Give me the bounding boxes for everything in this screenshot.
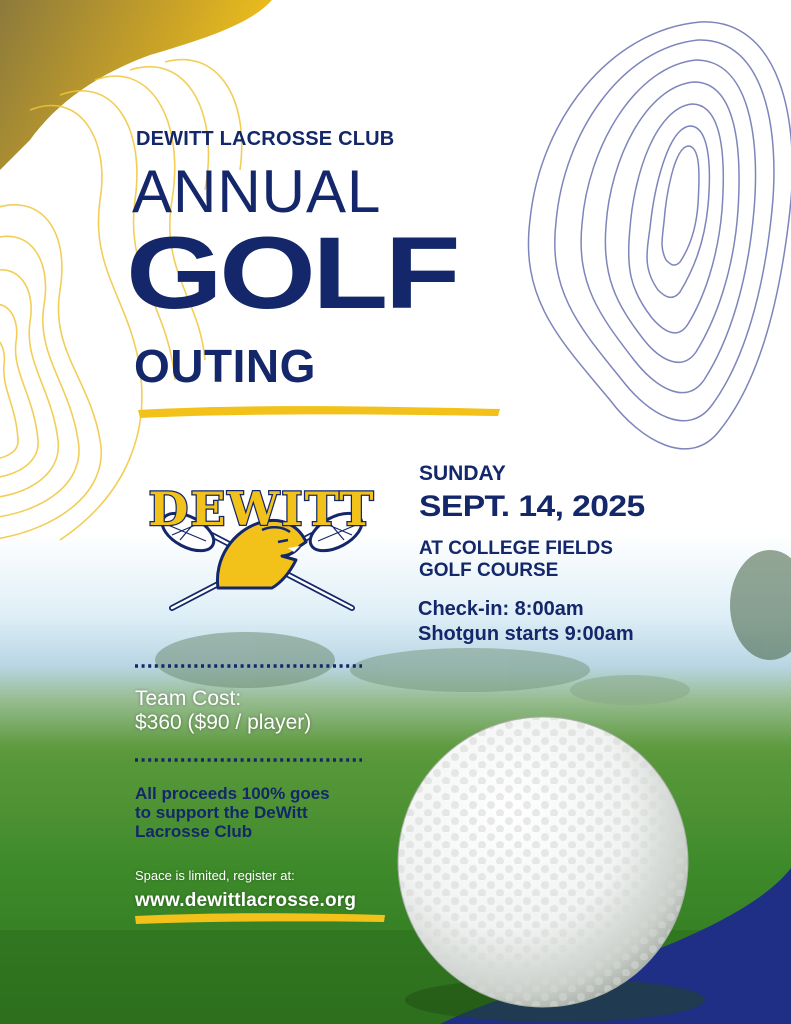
proceeds-line-2: to support the DeWitt — [135, 803, 308, 822]
shotgun-start-time: Shotgun starts 9:00am — [418, 623, 634, 645]
proceeds-line-3: Lacrosse Club — [135, 822, 253, 841]
title-annual: ANNUAL — [132, 158, 382, 225]
club-name: DEWITT LACROSSE CLUB — [136, 128, 395, 150]
title-golf: GOLF — [126, 216, 457, 330]
checkin-time: Check-in: 8:00am — [418, 598, 584, 620]
proceeds-line-1: All proceeds 100% goes — [135, 784, 330, 803]
venue-line-1: AT COLLEGE FIELDS — [419, 538, 613, 559]
team-cost-label: Team Cost: — [135, 687, 242, 710]
event-date: SEPT. 14, 2025 — [419, 490, 645, 523]
registration-note: Space is limited, register at: — [135, 868, 295, 883]
title-outing: OUTING — [134, 340, 316, 392]
registration-url[interactable]: www.dewittlacrosse.org — [135, 890, 357, 911]
event-day: SUNDAY — [419, 462, 506, 485]
team-cost-value: $360 ($90 / player) — [135, 711, 312, 734]
venue-line-2: GOLF COURSE — [419, 560, 559, 581]
logo-wordmark: DEWITT — [148, 482, 376, 536]
